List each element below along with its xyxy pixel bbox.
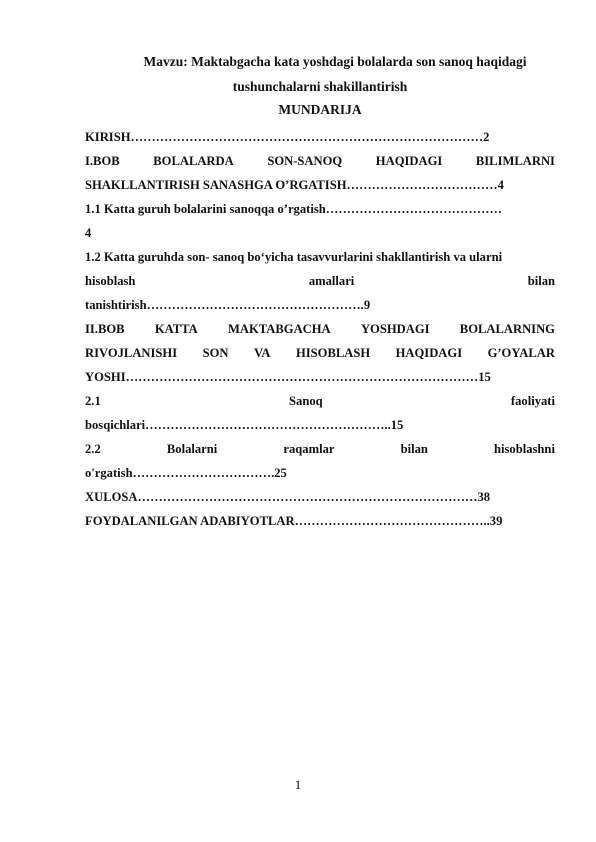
toc-entry-kirish: KIRISH…………………………………………………………………………2 (85, 130, 490, 144)
toc-entry-1-2-line3: tanishtirish…………………………………………….9 (85, 298, 371, 312)
word: I.BOB (85, 154, 120, 168)
toc-entry-chapter2-line1 (85, 321, 555, 338)
word: raqamlar (283, 442, 335, 456)
word: BOLALARDA (153, 154, 234, 168)
word: RIVOJLANISHI (85, 346, 178, 360)
toc-entry-chapter1-line1 (85, 153, 555, 170)
toc-entry-2-1-line2: bosqichlari…………………………………………………..15 (85, 418, 404, 432)
word: SON-SANOQ (267, 154, 343, 168)
word: Bolalarni (166, 442, 218, 456)
word: bilan (527, 274, 555, 288)
contents-heading: MUNDARIJA (278, 102, 362, 117)
toc-entry-chapter2-line2 (85, 345, 555, 362)
word: 2.1 (85, 394, 101, 408)
word: faoliyati (510, 394, 555, 408)
toc-entry-2-1-line1 (85, 393, 555, 410)
toc-entry-xulosa: XULOSA………………………………………………………………………38 (85, 490, 491, 504)
toc-entry-chapter1-line2: SHAKLLANTIRISH SANASHGA O’RGATISH………………………………4 (85, 178, 504, 192)
word: HISOBLASH (295, 346, 371, 360)
word: bilan (400, 442, 428, 456)
word: YOSHDAGI (360, 322, 430, 336)
word: BILIMLARNI (475, 154, 555, 168)
word: 2.2 (85, 442, 101, 456)
toc-entry-1-1-line2: 4 (85, 226, 92, 240)
word: amallari (308, 274, 355, 288)
toc-entry-2-2-line2: o'rgatish…………………………….25 (85, 466, 287, 480)
word: MAKTABGACHA (228, 322, 331, 336)
page-number: 1 (294, 777, 302, 792)
document-title-line1: Mavzu: Maktabgacha kata yoshdagi bolalarda son sanoq haqidagi (143, 54, 527, 69)
word: KATTA (154, 322, 198, 336)
word: G’OYALAR (487, 346, 555, 360)
word: Sanoq (289, 394, 323, 408)
toc-entry-1-2-line2 (85, 273, 555, 290)
word: II.BOB (85, 322, 125, 336)
toc-entry-2-2-line1 (85, 441, 555, 458)
word: VA (253, 346, 271, 360)
toc-entry-chapter2-line3: YOSHI…………………………………………………………………………15 (85, 370, 491, 384)
word: HAQIDAGI (395, 346, 463, 360)
toc-entry-1-2-line1: 1.2 Katta guruhda son- sanoq bo‘yicha tasavvurlarini shakllantirish va ularni (85, 250, 503, 264)
document-title-line2: tushunchalarni shakillantirish (232, 79, 408, 94)
toc-entry-1-1-line1: 1.1 Katta guruh bolalarini sanoqqa o’rgatish…………………………………… (85, 202, 503, 216)
word: hisoblash (85, 274, 136, 288)
word: BOLALARNING (459, 322, 555, 336)
word: hisoblashni (494, 442, 555, 456)
word: HAQIDAGI (375, 154, 443, 168)
word: SON (202, 346, 229, 360)
toc-entry-adabiyotlar: FOYDALANILGAN ADABIYOTLAR………………………………………..39 (85, 514, 503, 528)
